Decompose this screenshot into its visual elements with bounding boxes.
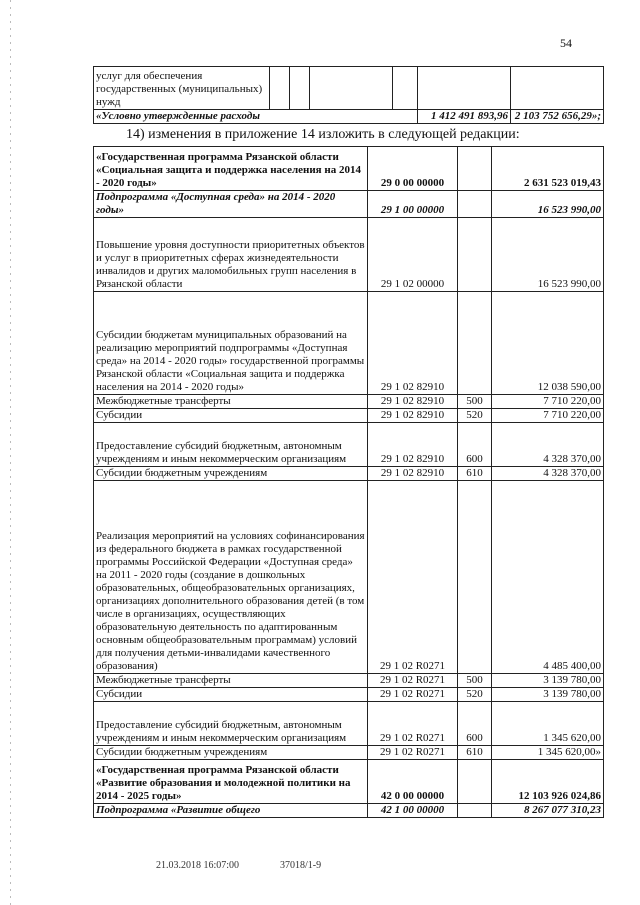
row-code: 29 1 02 82910: [368, 292, 458, 395]
row-sum: 4 485 400,00: [492, 481, 604, 674]
row-sum: 2 631 523 019,43: [492, 147, 604, 191]
row-desc: Субсидии: [94, 409, 368, 423]
row-desc: услуг для обеспечения государственных (муниципальных) нужд: [94, 67, 270, 110]
row-code: 29 0 00 00000: [368, 147, 458, 191]
scan-edge: [10, 0, 11, 905]
row-code: 29 1 02 R0271: [368, 688, 458, 702]
row-vr: [458, 191, 492, 218]
table-row: [94, 191, 604, 218]
row-desc: Субсидии бюджетным учреждениям: [94, 746, 368, 760]
row-code: 42 0 00 00000: [368, 760, 458, 804]
row-vr: 520: [458, 688, 492, 702]
row-sum: 16 523 990,00: [492, 218, 604, 292]
row-vr: [458, 292, 492, 395]
row-vr: 500: [458, 674, 492, 688]
row-desc: Субсидии бюджетным учреждениям: [94, 467, 368, 481]
row-sum: 1 345 620,00: [492, 702, 604, 746]
table-row: [94, 395, 604, 409]
footer-timestamp: 21.03.2018 16:07:00: [156, 860, 240, 871]
row-vr: [458, 760, 492, 804]
top-table: [93, 66, 604, 124]
row-sum: 1 345 620,00»: [492, 746, 604, 760]
row-sum: 16 523 990,00: [492, 191, 604, 218]
table-row: [94, 674, 604, 688]
table-row: [94, 292, 604, 395]
row-vr: [458, 218, 492, 292]
row-desc: Субсидии бюджетам муниципальных образований на реализацию мероприятий подпрограммы «Доступная среда» на 2014 - 2020 годы» государственной программы Рязанской области «Социальная защита и поддержка населения на 2014 - 2020 годы»: [94, 292, 368, 395]
row-code: 29 1 02 00000: [368, 218, 458, 292]
row-desc: Межбюджетные трансферты: [94, 395, 368, 409]
row-code: 29 1 02 82910: [368, 467, 458, 481]
row-code: 29 1 02 R0271: [368, 481, 458, 674]
table-row: [94, 147, 604, 191]
row-sum: 8 267 077 310,23: [492, 804, 604, 818]
row-desc: Предоставление субсидий бюджетным, автономным учреждениям и иным некоммерческим организациям: [94, 423, 368, 467]
row-vr: [458, 804, 492, 818]
table-row: [94, 760, 604, 804]
row-vr: [458, 481, 492, 674]
row-desc: Подпрограмма «Доступная среда» на 2014 - 2020 годы»: [94, 191, 368, 218]
table-row: [94, 804, 604, 818]
main-table: [93, 146, 604, 818]
table-row: [94, 110, 604, 124]
table-row: [94, 688, 604, 702]
row-desc: Межбюджетные трансферты: [94, 674, 368, 688]
row-desc: «Государственная программа Рязанской области «Социальная защита и поддержка населения на 2014 - 2020 годы»: [94, 147, 368, 191]
row-sum: 1 412 491 893,96: [418, 110, 511, 124]
table-row: [94, 409, 604, 423]
row-sum: 2 103 752 656,29»;: [511, 110, 604, 124]
row-code: 29 1 02 R0271: [368, 674, 458, 688]
row-desc: Повышение уровня доступности приоритетных объектов и услуг в приоритетных сферах жизнедеятельности инвалидов и других маломобильных групп населения в Рязанской области: [94, 218, 368, 292]
row-sum: 4 328 370,00: [492, 467, 604, 481]
footer-doc-id: 37018/1-9: [280, 860, 322, 871]
row-vr: [458, 147, 492, 191]
row-sum: 12 038 590,00: [492, 292, 604, 395]
row-vr: 500: [458, 395, 492, 409]
table-row: [94, 746, 604, 760]
row-code: 29 1 02 82910: [368, 409, 458, 423]
row-code: 29 1 00 00000: [368, 191, 458, 218]
row-desc: Субсидии: [94, 688, 368, 702]
row-desc: «Условно утвержденные расходы: [94, 110, 418, 124]
row-sum: 3 139 780,00: [492, 688, 604, 702]
table-row: [94, 67, 604, 110]
row-vr: 520: [458, 409, 492, 423]
row-desc: Подпрограмма «Развитие общего: [94, 804, 368, 818]
row-desc: Предоставление субсидий бюджетным, автономным учреждениям и иным некоммерческим организациям: [94, 702, 368, 746]
row-sum: 3 139 780,00: [492, 674, 604, 688]
row-vr: 600: [458, 423, 492, 467]
row-vr: 610: [458, 746, 492, 760]
page-number: 54: [560, 36, 572, 50]
row-code: 29 1 02 R0271: [368, 702, 458, 746]
table-row: [94, 702, 604, 746]
row-code: 29 1 02 R0271: [368, 746, 458, 760]
row-sum: 4 328 370,00: [492, 423, 604, 467]
row-desc: «Государственная программа Рязанской области «Развитие образования и молодежной политики на 2014 - 2025 годы»: [94, 760, 368, 804]
row-sum: 7 710 220,00: [492, 395, 604, 409]
row-sum: 7 710 220,00: [492, 409, 604, 423]
row-code: 29 1 02 82910: [368, 395, 458, 409]
row-vr: 600: [458, 702, 492, 746]
table-row: [94, 218, 604, 292]
table-row: [94, 467, 604, 481]
table-row: [94, 481, 604, 674]
row-code: 29 1 02 82910: [368, 423, 458, 467]
row-vr: 610: [458, 467, 492, 481]
table-row: [94, 423, 604, 467]
row-code: 42 1 00 00000: [368, 804, 458, 818]
row-desc: Реализация мероприятий на условиях софинансирования из федерального бюджета в рамках государственной программы Российской Федерации «Доступная среда» на 2011 - 2020 годы (создание в дошкольных образовательных, общеобразовательных организациях, организациях дополнительного образования детей (в том числе в организациях, осуществляющих образовательную деятельность по адаптированным основным общеобразовательным программам) условий для получения детьми-инвалидами качественного образования): [94, 481, 368, 674]
change-line: 14) изменения в приложение 14 изложить в следующей редакции:: [126, 127, 520, 142]
row-sum: 12 103 926 024,86: [492, 760, 604, 804]
